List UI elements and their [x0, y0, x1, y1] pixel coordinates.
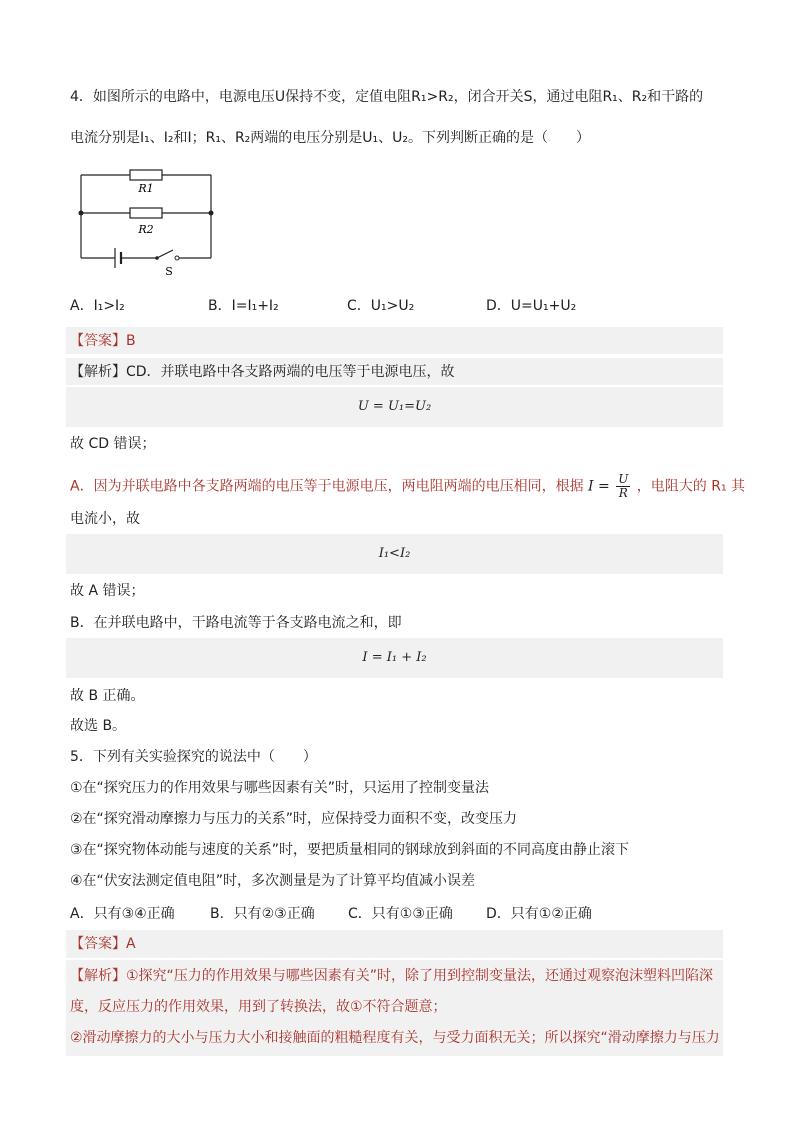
q5-answer: 【答案】A: [70, 936, 136, 952]
q5-analysis-line3: ②滑动摩擦力的大小与压力大小和接触面的粗糙程度有关，与受力面积无关；所以探究“滑动摩擦力与压力: [70, 1030, 720, 1046]
q5-item-3: ③在“探究物体动能与速度的关系”时，要把质量相同的钢球放到斜面的不同高度由静止滚下: [70, 842, 630, 858]
q4-stem-line1: 4．如图所示的电路中，电源电压U保持不变，定值电阻R₁>R₂，闭合开关S，通过电阻R₁、R₂和干路的: [70, 89, 704, 105]
q4-a-line1: [70, 473, 745, 500]
ohms-law-fraction: [616, 473, 630, 500]
switch-label: S: [165, 265, 173, 278]
q4-choose: 故选 B。: [70, 718, 127, 734]
q5-stem: 5．下列有关实验探究的说法中（ ）: [70, 749, 317, 765]
q4-option-d: D．U=U₁+U₂: [486, 298, 577, 314]
ohms-law-lhs: I =: [588, 478, 610, 495]
q4-stem-line2: 电流分别是I₁、I₂和I；R₁、R₂两端的电压分别是U₁、U₂。下列判断正确的是（ ）: [70, 130, 591, 146]
formula-3: I = I₁ + I₂: [362, 650, 427, 665]
q5-analysis-line1: 【解析】①探究“压力的作用效果与哪些因素有关”时，除了用到控制变量法，还通过观察泡沫塑料凹陷深: [70, 968, 714, 984]
q5-item-1: ①在“探究压力的作用效果与哪些因素有关”时，只运用了控制变量法: [70, 780, 490, 796]
q5-option-d: D．只有①②正确: [486, 906, 592, 922]
q4-b-right: 故 B 正确。: [70, 688, 145, 704]
q5-option-b: B．只有②③正确: [210, 906, 315, 922]
q4-answer: 【答案】B: [70, 333, 136, 349]
q4-answer-bar: [66, 327, 723, 354]
fraction-denominator: R: [618, 486, 628, 500]
q4-option-b: B．I=I₁+I₂: [208, 298, 279, 314]
q4-option-a: A．I₁>I₂: [70, 298, 125, 314]
r2-label: R2: [138, 223, 154, 236]
fraction-numerator: U: [618, 472, 629, 486]
formula-1: U = U₁=U₂: [357, 399, 432, 414]
q5-item-4: ④在“伏安法测定值电阻”时，多次测量是为了计算平均值减小误差: [70, 873, 476, 889]
formula-2: I₁<I₂: [378, 546, 411, 561]
resistor-r2-icon: [130, 208, 162, 218]
q4-b-line: B．在并联电路中，干路电流等于各支路电流之和，即: [70, 615, 402, 631]
q4-analysis-cd: 【解析】CD．并联电路中各支路两端的电压等于电源电压，故: [70, 364, 455, 380]
resistor-r1-icon: [130, 170, 162, 180]
q5-option-a: A．只有③④正确: [70, 906, 175, 922]
r1-label: R1: [138, 182, 154, 195]
q4-a-line2: 电流小，故: [70, 511, 140, 527]
q4-a-line1-pre: A．因为并联电路中各支路两端的电压等于电源电压，两电阻两端的电压相同，根据: [70, 478, 584, 495]
q5-answer-bar: [66, 930, 723, 958]
q4-a-wrong: 故 A 错误；: [70, 583, 145, 599]
q4-cd-wrong: 故 CD 错误；: [70, 436, 156, 452]
q5-analysis-line2: 度，反应压力的作用效果，用到了转换法，故①不符合题意；: [70, 999, 447, 1015]
circuit-diagram: [75, 165, 220, 280]
q5-option-c: C．只有①③正确: [348, 906, 453, 922]
q4-option-c: C．U₁>U₂: [347, 298, 415, 314]
switch-blade-icon: [157, 250, 173, 258]
q5-item-2: ②在“探究滑动摩擦力与压力的关系”时，应保持受力面积不变，改变压力: [70, 811, 518, 827]
q4-a-line1-post: ，电阻大的 R₁ 其: [636, 478, 746, 495]
